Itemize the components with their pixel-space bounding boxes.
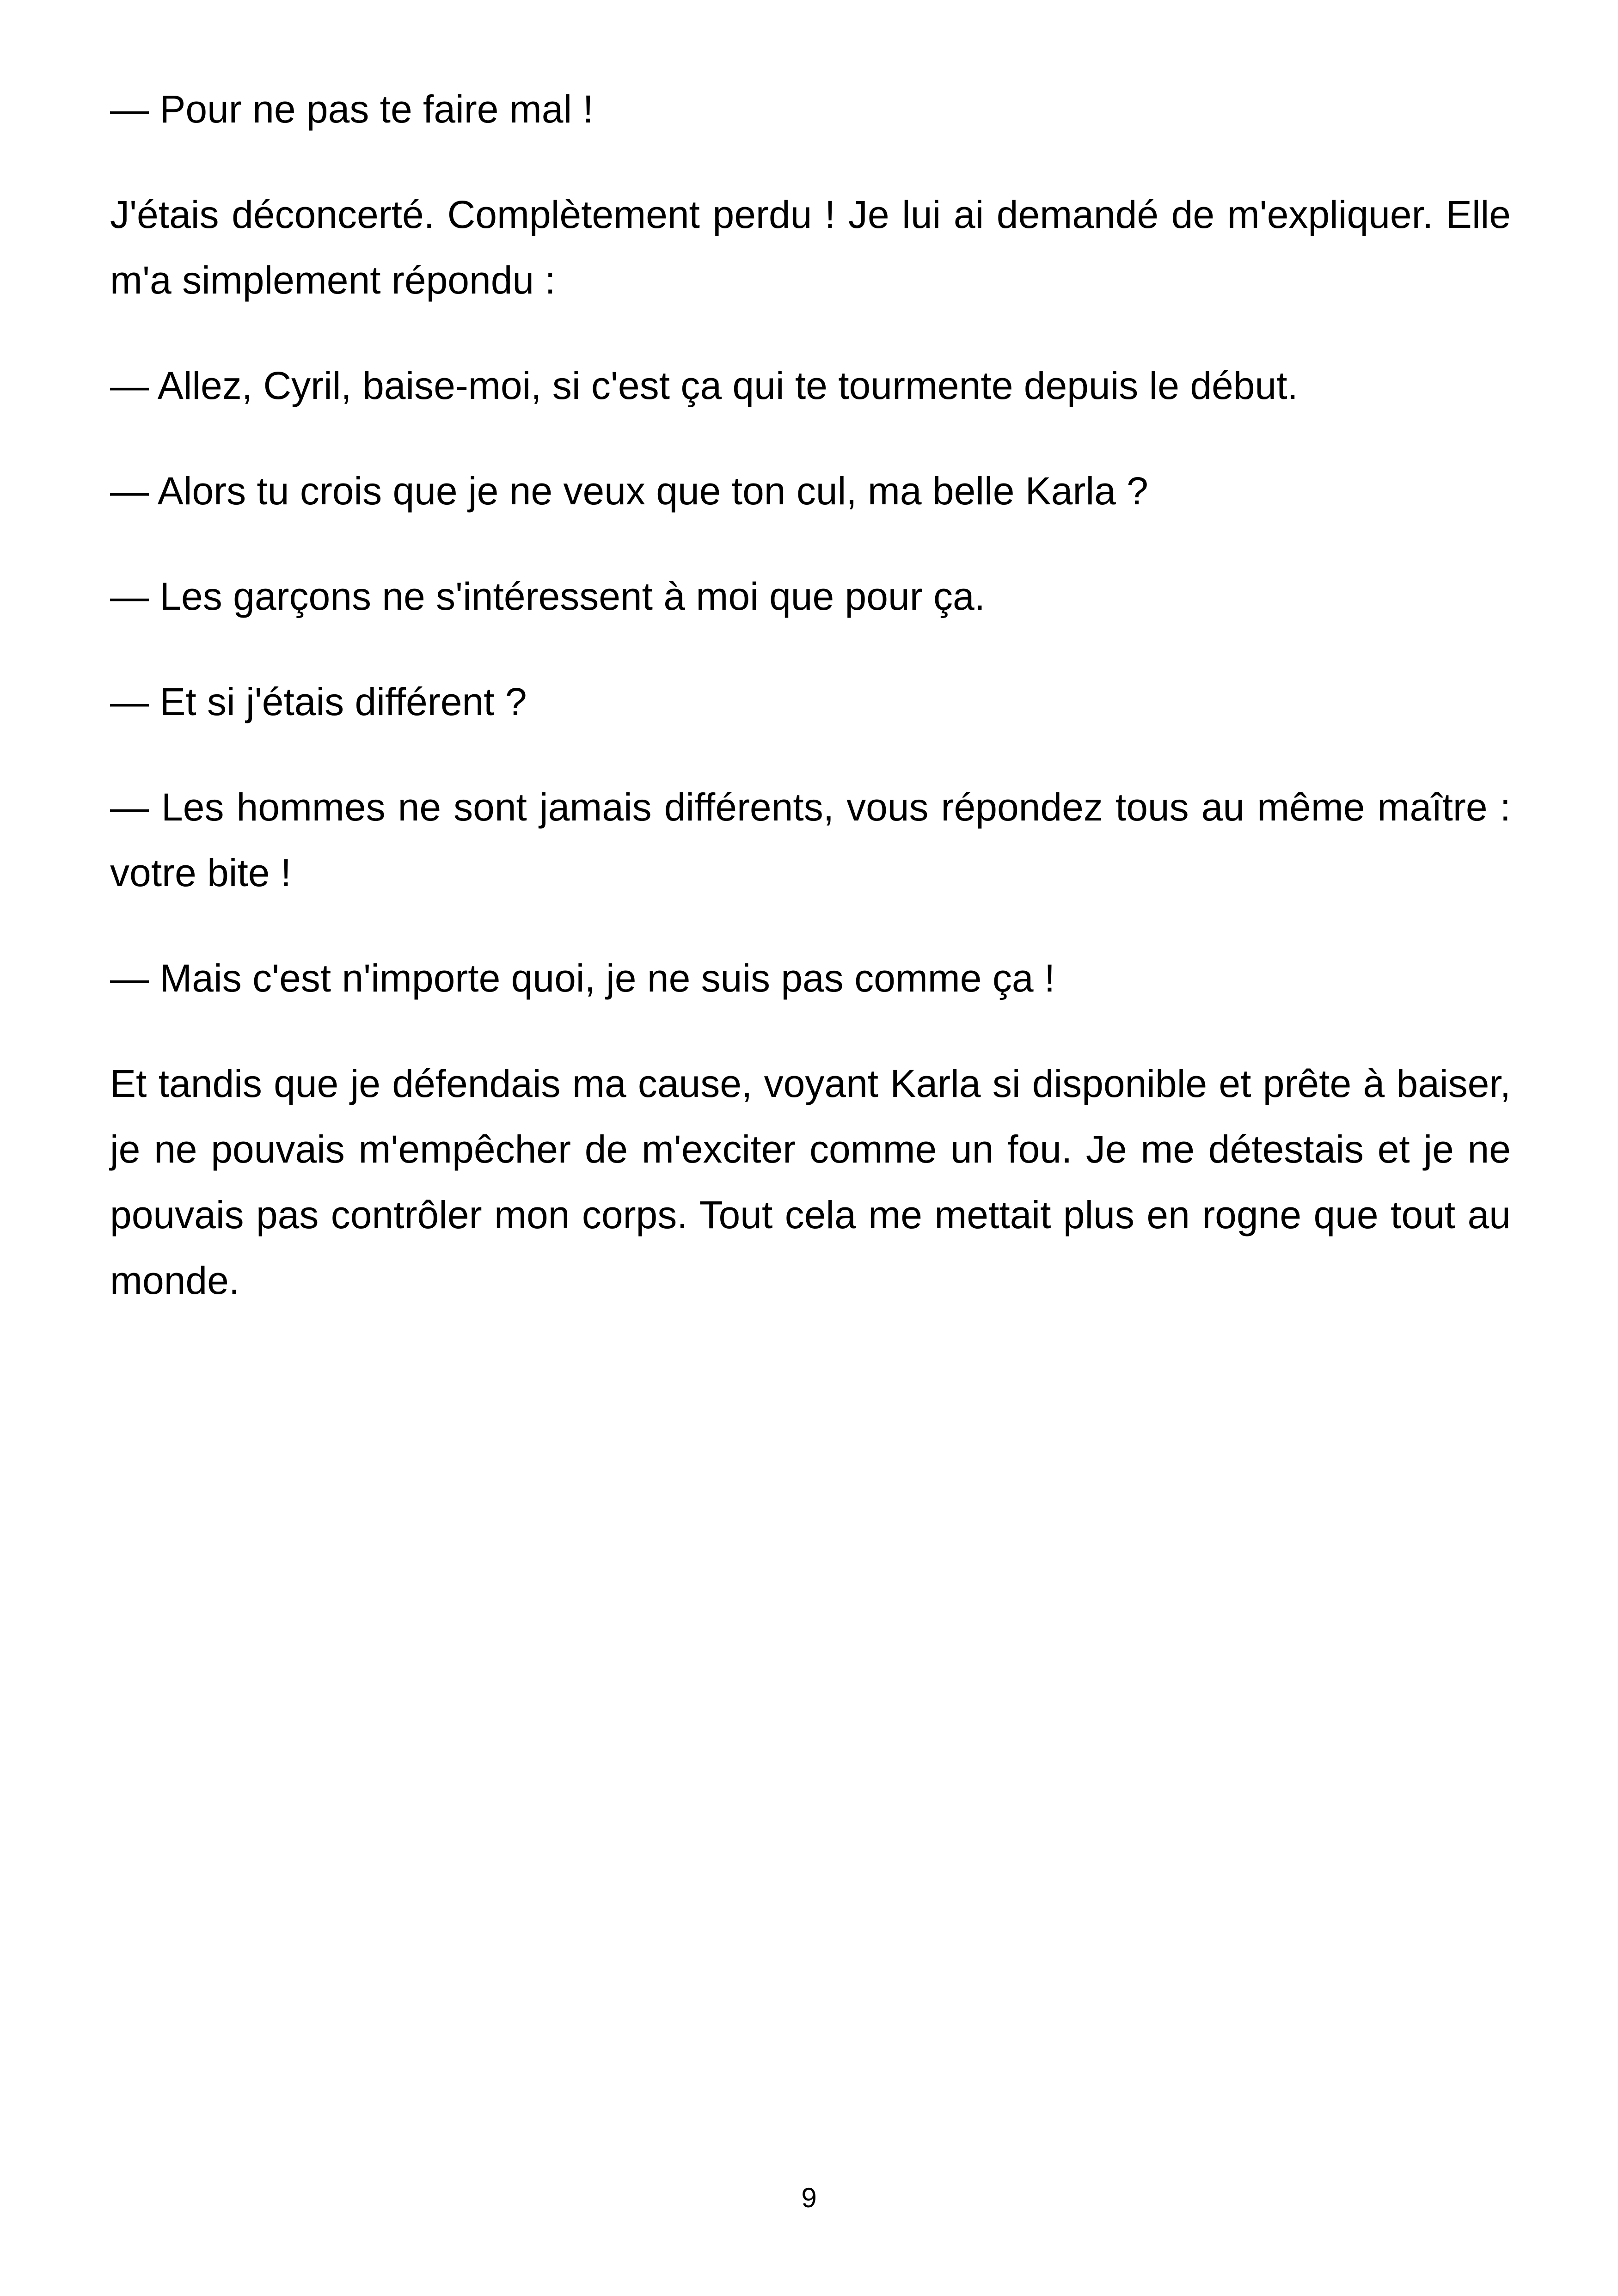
page-number: 9 (801, 2182, 817, 2213)
paragraph: — Allez, Cyril, baise-moi, si c'est ça qui te tourmente depuis le début. (110, 364, 1298, 407)
paragraph: — Alors tu crois que je ne veux que ton cul, ma belle Karla ? (110, 469, 1148, 513)
paragraph: — Les garçons ne s'intéressent à moi que pour ça. (110, 575, 986, 618)
paragraph: — Mais c'est n'importe quoi, je ne suis pas comme ça ! (110, 956, 1055, 1000)
paragraph: — Les hommes ne sont jamais différents, vous répondez tous au même maître : votre bite ! (110, 785, 1511, 894)
body-text (110, 76, 1511, 1353)
paragraph: — Et si j'étais différent ? (110, 680, 527, 723)
paragraph: — Pour ne pas te faire mal ! (110, 87, 594, 131)
paragraph: Et tandis que je défendais ma cause, voyant Karla si disponible et prête à baiser, je ne pouvais m'empêcher de m'exciter comme un fou. Je me détestais et je ne pouvais pas contrôler mon corps. Tout cela me mettait plus en rogne que tout au monde. (110, 1062, 1511, 1302)
paragraph: J'étais déconcerté. Complètement perdu ! Je lui ai demandé de m'expliquer. Elle m'a simplement répondu : (110, 193, 1511, 302)
